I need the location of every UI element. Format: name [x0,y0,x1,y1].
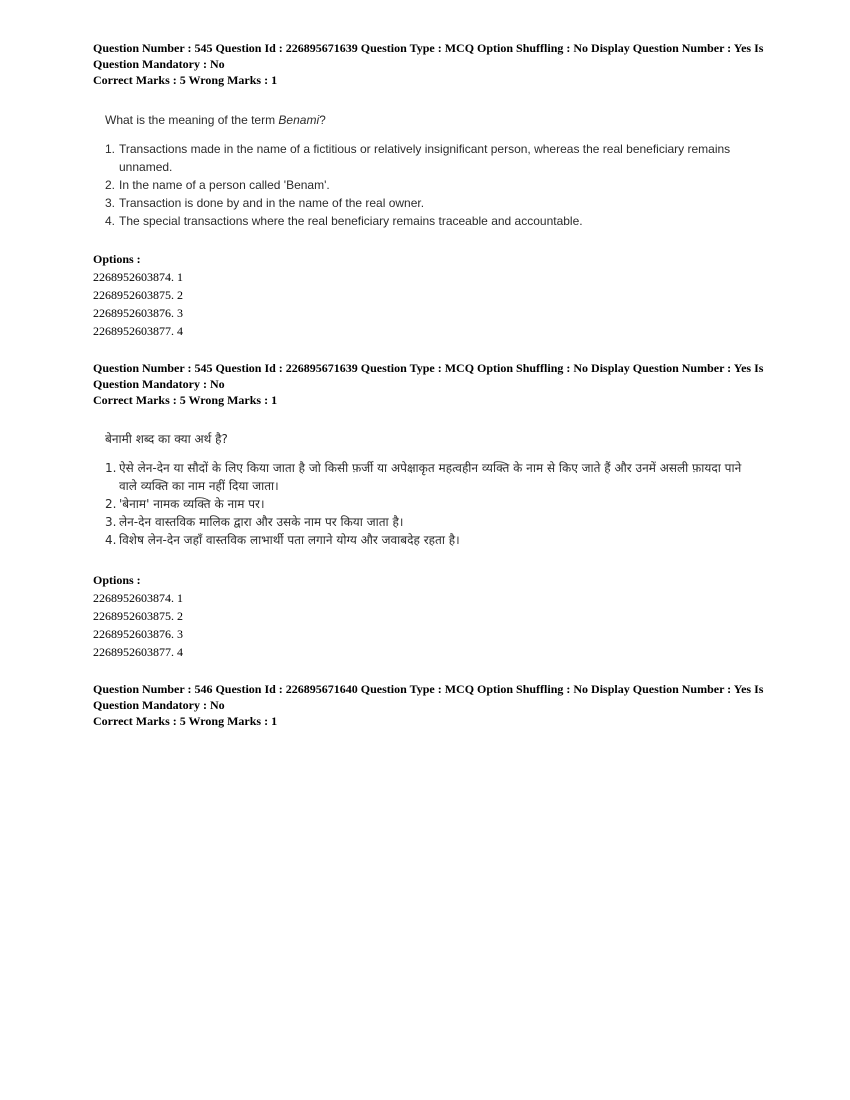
q1-question-prefix: What is the meaning of the term [105,113,279,127]
q2-marks-line: Correct Marks : 5 Wrong Marks : 1 [93,393,278,407]
q2-question-block [105,431,745,549]
q2-option-4: 2268952603877. 4 [93,645,183,659]
q1-header-line1: Question Number : 545 Question Id : 226895671639 Question Type : MCQ Option Shuffling : No Display Question Number : Yes Is [93,41,764,55]
q1-option-4: 2268952603877. 4 [93,324,183,338]
q3-header-line1: Question Number : 546 Question Id : 226895671640 Question Type : MCQ Option Shuffling : No Display Question Number : Yes Is [93,682,764,696]
q2-choice-2 [105,495,745,513]
q1-options [93,250,183,340]
q1-question-term: Benami [278,113,320,127]
q1-options-label: Options : [93,252,141,266]
q2-options [93,571,183,661]
choice-number: 4. [105,533,117,547]
choice-text: लेन-देन वास्तविक मालिक द्वारा और उसके नाम पर किया जाता है। [119,515,404,529]
q1-option-3: 2268952603876. 3 [93,306,183,320]
q1-choice-list [105,140,745,230]
choice-number: 2. [105,497,117,511]
choice-number: 1. [105,142,116,156]
choice-text: In the name of a person called 'Benam'. [119,178,330,192]
q2-option-2: 2268952603875. 2 [93,609,183,623]
choice-number: 3. [105,515,117,529]
choice-text: Transactions made in the name of a fictitious or relatively insignificant person, whereas the real beneficiary remains unnamed. [119,142,731,174]
q3-marks-line: Correct Marks : 5 Wrong Marks : 1 [93,714,278,728]
q1-choice-2 [105,176,745,194]
q2-choice-1 [105,459,745,495]
q1-choice-3 [105,194,745,212]
q1-option-2: 2268952603875. 2 [93,288,183,302]
q2-header [93,360,773,408]
q1-choice-4 [105,212,745,230]
choice-number: 2. [105,178,116,192]
q1-question-text [105,112,745,128]
choice-text: विशेष लेन-देन जहाँ वास्तविक लाभार्थी पता लगाने योग्य और जवाबदेह रहता है। [119,533,460,547]
q1-marks-line: Correct Marks : 5 Wrong Marks : 1 [93,73,278,87]
q2-question-text: बेनामी शब्द का क्या अर्थ है? [105,432,228,446]
q2-choice-4 [105,531,745,549]
q1-question-block [105,112,745,230]
q2-choice-list [105,459,745,549]
choice-text: 'बेनाम' नामक व्यक्ति के नाम पर। [119,497,265,511]
q1-choice-1 [105,140,745,176]
q1-header-line2: Question Mandatory : No [93,57,225,71]
choice-number: 3. [105,196,116,210]
choice-text: The special transactions where the real beneficiary remains traceable and accountable. [119,214,583,228]
q1-option-1: 2268952603874. 1 [93,270,183,284]
q2-options-label: Options : [93,573,141,587]
choice-number: 1. [105,461,117,475]
q3-header-line2: Question Mandatory : No [93,698,225,712]
q3-header [93,681,773,729]
q2-header-line2: Question Mandatory : No [93,377,225,391]
q1-header [93,40,773,88]
q2-header-line1: Question Number : 545 Question Id : 226895671639 Question Type : MCQ Option Shuffling : No Display Question Number : Yes Is [93,361,764,375]
choice-text: ऐसे लेन-देन या सौदों के लिए किया जाता है जो किसी फ़र्जी या अपेक्षाकृत महत्वहीन व्यक्ति के नाम से किए जाते हैं और उनमें असली फ़ायदा पाने वाले व्यक्ति का नाम नहीं दिया जाता। [119,461,742,493]
choice-text: Transaction is done by and in the name of the real owner. [119,196,425,210]
q1-question-suffix: ? [319,113,326,127]
q2-choice-3 [105,513,745,531]
q2-option-1: 2268952603874. 1 [93,591,183,605]
choice-number: 4. [105,214,116,228]
q2-option-3: 2268952603876. 3 [93,627,183,641]
